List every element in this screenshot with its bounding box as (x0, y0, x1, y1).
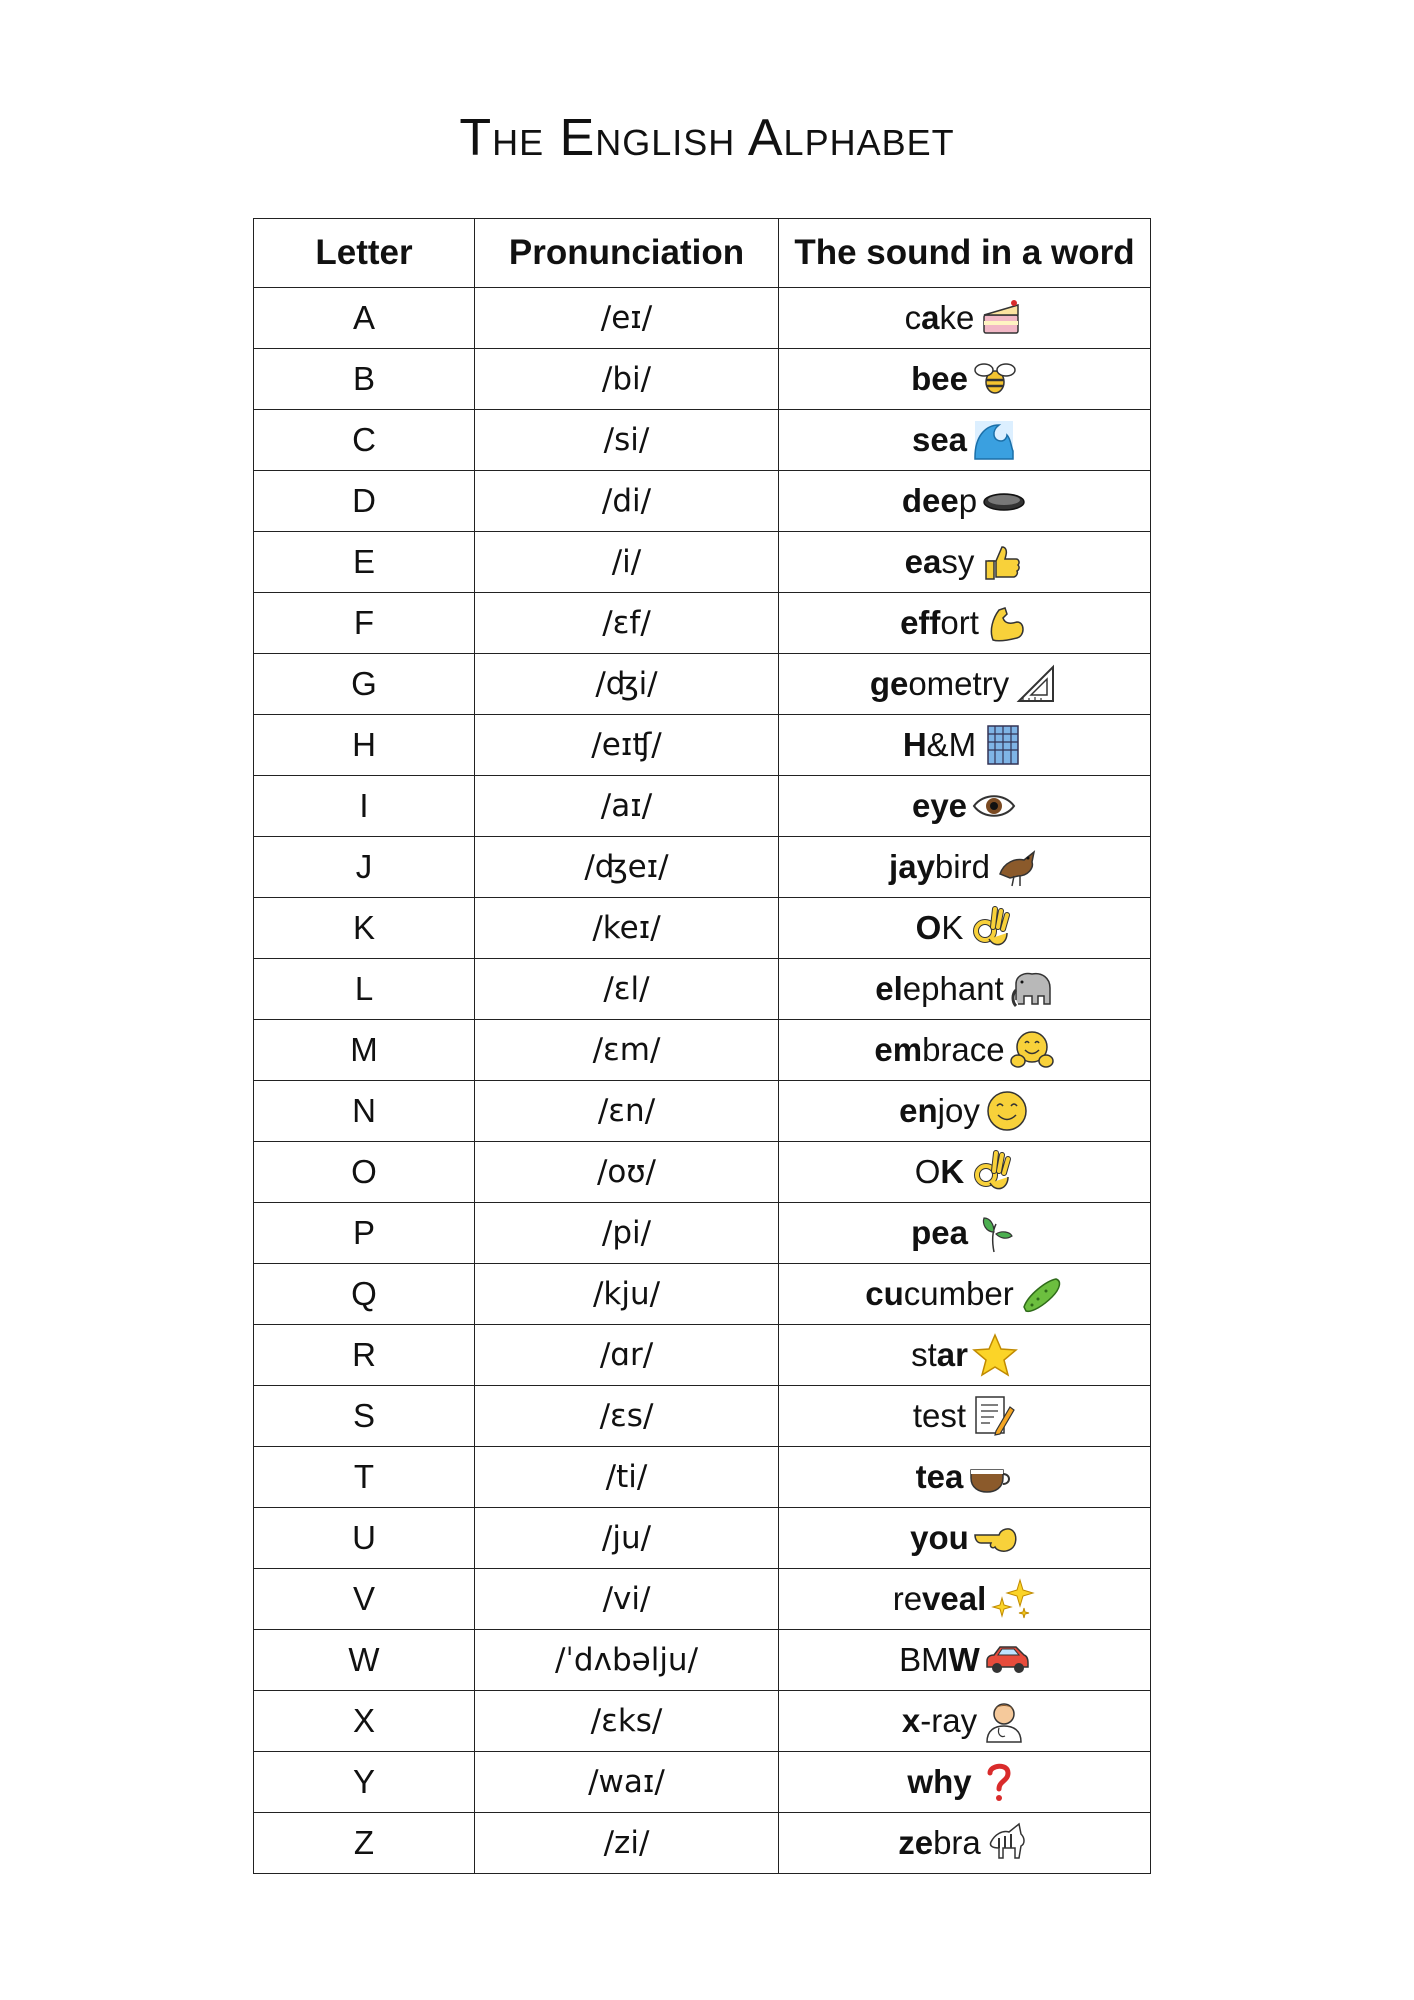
example-word (902, 478, 1027, 524)
example-word (915, 1149, 1015, 1195)
table-row (254, 1447, 1151, 1508)
example-word-text (902, 1702, 977, 1740)
sound-word-cell (779, 1630, 1151, 1691)
pronunciation-cell: /si/ (475, 410, 779, 471)
elephant-icon (1008, 966, 1054, 1012)
word-part: brace (922, 1031, 1005, 1068)
sound-word-cell (779, 532, 1151, 593)
pronunciation-cell: /di/ (475, 471, 779, 532)
table-row (254, 959, 1151, 1020)
example-word (910, 1515, 1019, 1561)
table-row (254, 410, 1151, 471)
pronunciation-cell: /ɛs/ (475, 1386, 779, 1447)
table-row (254, 1813, 1151, 1874)
example-word (898, 1820, 1031, 1866)
sound-word-cell (779, 1264, 1151, 1325)
table-header (254, 219, 1151, 288)
word-part: -ray (920, 1702, 978, 1739)
word-part: ephant (902, 970, 1004, 1007)
pronunciation-cell: /pi/ (475, 1203, 779, 1264)
example-word-text (905, 543, 975, 581)
question-mark-icon (976, 1759, 1022, 1805)
example-word-text (912, 787, 967, 825)
hugging-face-icon (1009, 1027, 1055, 1073)
pronunciation-cell: /ɛm/ (475, 1020, 779, 1081)
highlighted-sound: H (902, 726, 927, 763)
example-word-text (905, 299, 975, 337)
word-part: test (912, 1397, 967, 1434)
example-word (911, 356, 1018, 402)
pronunciation-cell: /vi/ (475, 1569, 779, 1630)
table-row (254, 1264, 1151, 1325)
sound-word-cell (779, 776, 1151, 837)
word-part: O (914, 1153, 941, 1190)
pronunciation-cell: /eɪʧ/ (475, 715, 779, 776)
table-row (254, 1325, 1151, 1386)
highlighted-sound: ea (904, 543, 942, 580)
table-row (254, 1203, 1151, 1264)
example-word (911, 1210, 1018, 1256)
pointing-hand-icon (973, 1515, 1019, 1561)
letter-cell: M (254, 1020, 475, 1081)
doctor-icon (981, 1698, 1027, 1744)
word-part: bra (933, 1824, 981, 1861)
example-word (903, 722, 1026, 768)
table-row (254, 471, 1151, 532)
pronunciation-cell: /kju/ (475, 1264, 779, 1325)
header-pronunciation: Pronunciation (475, 219, 779, 288)
example-word-text (893, 1580, 987, 1618)
sound-word-cell (779, 410, 1151, 471)
letter-cell: A (254, 288, 475, 349)
pronunciation-cell: /i/ (475, 532, 779, 593)
word-part: c (904, 299, 922, 336)
sound-word-cell (779, 1142, 1151, 1203)
table-row (254, 1630, 1151, 1691)
highlighted-sound: x (901, 1702, 921, 1739)
word-part: ometry (908, 665, 1010, 702)
smiling-face-icon (984, 1088, 1030, 1134)
wave-icon (971, 417, 1017, 463)
highlighted-sound: pea (911, 1214, 968, 1251)
highlighted-sound: ze (898, 1824, 934, 1861)
example-word-text (898, 1824, 981, 1862)
table-row (254, 898, 1151, 959)
table-row (254, 593, 1151, 654)
table-row (254, 776, 1151, 837)
table-row (254, 532, 1151, 593)
example-word (907, 1759, 1021, 1805)
pronunciation-cell: /ɛl/ (475, 959, 779, 1020)
letter-cell: O (254, 1142, 475, 1203)
table-row (254, 1020, 1151, 1081)
star-icon (972, 1332, 1018, 1378)
highlighted-sound: cu (865, 1275, 904, 1312)
word-part: sy (941, 543, 975, 580)
highlighted-sound: ge (869, 665, 909, 702)
sound-word-cell (779, 654, 1151, 715)
pronunciation-cell: /oʊ/ (475, 1142, 779, 1203)
example-word (912, 783, 1017, 829)
letter-cell: Z (254, 1813, 475, 1874)
example-word (916, 905, 1014, 951)
highlighted-sound: eff (900, 604, 941, 641)
word-part: BM (899, 1641, 949, 1678)
letter-cell: J (254, 837, 475, 898)
page-title: The English Alphabet (459, 109, 955, 167)
sound-word-cell (779, 1203, 1151, 1264)
example-word-text (899, 1641, 980, 1679)
triangle-ruler-icon (1013, 661, 1059, 707)
table-row (254, 349, 1151, 410)
highlighted-sound: eye (911, 787, 968, 824)
letter-cell: K (254, 898, 475, 959)
pronunciation-cell: /ɛn/ (475, 1081, 779, 1142)
word-part: K (941, 909, 964, 946)
letter-cell: U (254, 1508, 475, 1569)
pronunciation-cell: /ɛks/ (475, 1691, 779, 1752)
sound-word-cell (779, 959, 1151, 1020)
pronunciation-cell: /waɪ/ (475, 1752, 779, 1813)
letter-cell: W (254, 1630, 475, 1691)
example-word-text (911, 360, 968, 398)
highlighted-sound: tea (915, 1458, 964, 1495)
example-word (899, 1637, 1030, 1683)
sound-word-cell (779, 1447, 1151, 1508)
bird-icon (994, 844, 1040, 890)
pronunciation-cell: /ɛf/ (475, 593, 779, 654)
flexed-biceps-icon (983, 600, 1029, 646)
highlighted-sound: sea (911, 421, 968, 458)
highlighted-sound: en (899, 1092, 938, 1129)
letter-cell: B (254, 349, 475, 410)
pronunciation-cell: /eɪ/ (475, 288, 779, 349)
example-word-text (875, 970, 1003, 1008)
highlighted-sound: a (921, 299, 940, 336)
letter-cell: Y (254, 1752, 475, 1813)
table-body (254, 288, 1151, 1874)
pronunciation-cell: /ju/ (475, 1508, 779, 1569)
ok-hand-icon (968, 1149, 1014, 1195)
sound-word-cell (779, 837, 1151, 898)
sparkles-icon (990, 1576, 1036, 1622)
letter-cell: P (254, 1203, 475, 1264)
table-row (254, 1142, 1151, 1203)
pronunciation-cell: /ˈdʌbəlju/ (475, 1630, 779, 1691)
sound-word-cell (779, 1813, 1151, 1874)
example-word-text (911, 1214, 968, 1252)
highlighted-sound: el (875, 970, 903, 1007)
office-building-icon (980, 722, 1026, 768)
letter-cell: C (254, 410, 475, 471)
pronunciation-cell: /ti/ (475, 1447, 779, 1508)
word-part: re (892, 1580, 923, 1617)
example-word-text (889, 848, 990, 886)
cake-icon (978, 295, 1024, 341)
pronunciation-cell: /zi/ (475, 1813, 779, 1874)
highlighted-sound: W (948, 1641, 980, 1678)
header-letter: Letter (254, 219, 475, 288)
letter-cell: F (254, 593, 475, 654)
thumbs-up-icon (978, 539, 1024, 585)
word-part: cumber (903, 1275, 1014, 1312)
highlighted-sound: dee (901, 482, 959, 519)
highlighted-sound: em (874, 1031, 923, 1068)
sound-word-cell (779, 1508, 1151, 1569)
memo-icon (970, 1393, 1016, 1439)
sound-word-cell (779, 1020, 1151, 1081)
letter-cell: E (254, 532, 475, 593)
example-word (905, 295, 1025, 341)
bee-icon (972, 356, 1018, 402)
example-word-text (870, 665, 1009, 703)
alphabet-table (253, 218, 1151, 1874)
sound-word-cell (779, 715, 1151, 776)
table-row (254, 1081, 1151, 1142)
example-word-text (911, 1336, 968, 1374)
pronunciation-cell: /aɪ/ (475, 776, 779, 837)
table-row (254, 1386, 1151, 1447)
letter-cell: L (254, 959, 475, 1020)
highlighted-sound: bee (911, 360, 968, 397)
sound-word-cell (779, 1081, 1151, 1142)
highlighted-sound: veal (922, 1580, 987, 1617)
highlighted-sound: why (907, 1763, 972, 1800)
example-word (912, 417, 1017, 463)
example-word (875, 966, 1053, 1012)
example-word (893, 1576, 1037, 1622)
example-word (889, 844, 1040, 890)
sound-word-cell (779, 1386, 1151, 1447)
pronunciation-cell: /ʤi/ (475, 654, 779, 715)
table-row (254, 1569, 1151, 1630)
highlighted-sound: ar (936, 1336, 968, 1373)
letter-cell: V (254, 1569, 475, 1630)
cucumber-icon (1018, 1271, 1064, 1317)
word-part: &M (926, 726, 977, 763)
table-row (254, 654, 1151, 715)
example-word-text (874, 1031, 1004, 1069)
sound-word-cell (779, 898, 1151, 959)
car-icon (984, 1637, 1030, 1683)
example-word (905, 539, 1025, 585)
example-word (913, 1393, 1016, 1439)
example-word-text (915, 1153, 965, 1191)
example-word-text (902, 482, 977, 520)
table-row (254, 715, 1151, 776)
example-word-text (903, 726, 976, 764)
word-part: st (911, 1336, 937, 1373)
sound-word-cell (779, 593, 1151, 654)
letter-cell: H (254, 715, 475, 776)
pronunciation-cell: /ɑr/ (475, 1325, 779, 1386)
example-word-text (916, 1458, 964, 1496)
letter-cell: I (254, 776, 475, 837)
example-word-text (865, 1275, 1014, 1313)
word-part: joy (937, 1092, 980, 1129)
word-part: ke (939, 299, 975, 336)
word-part: ort (940, 604, 979, 641)
example-word (916, 1454, 1014, 1500)
hole-icon (981, 478, 1027, 524)
word-part: p (958, 482, 978, 519)
sound-word-cell (779, 349, 1151, 410)
table-row (254, 837, 1151, 898)
table-row (254, 1691, 1151, 1752)
sound-word-cell (779, 471, 1151, 532)
letter-cell: R (254, 1325, 475, 1386)
example-word-text (899, 1092, 980, 1130)
teacup-icon (967, 1454, 1013, 1500)
example-word-text (913, 1397, 966, 1435)
word-part: bird (934, 848, 990, 885)
highlighted-sound: O (915, 909, 942, 946)
letter-cell: D (254, 471, 475, 532)
example-word (874, 1027, 1054, 1073)
sound-word-cell (779, 288, 1151, 349)
header-row (254, 219, 1151, 288)
sound-word-cell (779, 1325, 1151, 1386)
letter-cell: Q (254, 1264, 475, 1325)
seedling-icon (972, 1210, 1018, 1256)
sound-word-cell (779, 1569, 1151, 1630)
letter-cell: G (254, 654, 475, 715)
letter-cell: X (254, 1691, 475, 1752)
pronunciation-cell: /keɪ/ (475, 898, 779, 959)
letter-cell: N (254, 1081, 475, 1142)
example-word (865, 1271, 1064, 1317)
letter-cell: S (254, 1386, 475, 1447)
pronunciation-cell: /ʤeɪ/ (475, 837, 779, 898)
zebra-icon (985, 1820, 1031, 1866)
eye-icon (971, 783, 1017, 829)
example-word (902, 1698, 1027, 1744)
letter-cell: T (254, 1447, 475, 1508)
example-word-text (900, 604, 979, 642)
example-word (900, 600, 1029, 646)
highlighted-sound: jay (889, 848, 935, 885)
sound-word-cell (779, 1752, 1151, 1813)
highlighted-sound: you (910, 1519, 969, 1556)
example-word-text (912, 421, 967, 459)
ok-hand-icon (967, 905, 1013, 951)
example-word-text (907, 1763, 971, 1801)
example-word-text (916, 909, 964, 947)
header-sound: The sound in a word (779, 219, 1151, 288)
example-word (911, 1332, 1018, 1378)
sound-word-cell (779, 1691, 1151, 1752)
pronunciation-cell: /bi/ (475, 349, 779, 410)
example-word-text (910, 1519, 969, 1557)
example-word (899, 1088, 1030, 1134)
example-word (870, 661, 1059, 707)
highlighted-sound: K (940, 1153, 965, 1190)
table-row (254, 1508, 1151, 1569)
table-row (254, 1752, 1151, 1813)
table-row (254, 288, 1151, 349)
